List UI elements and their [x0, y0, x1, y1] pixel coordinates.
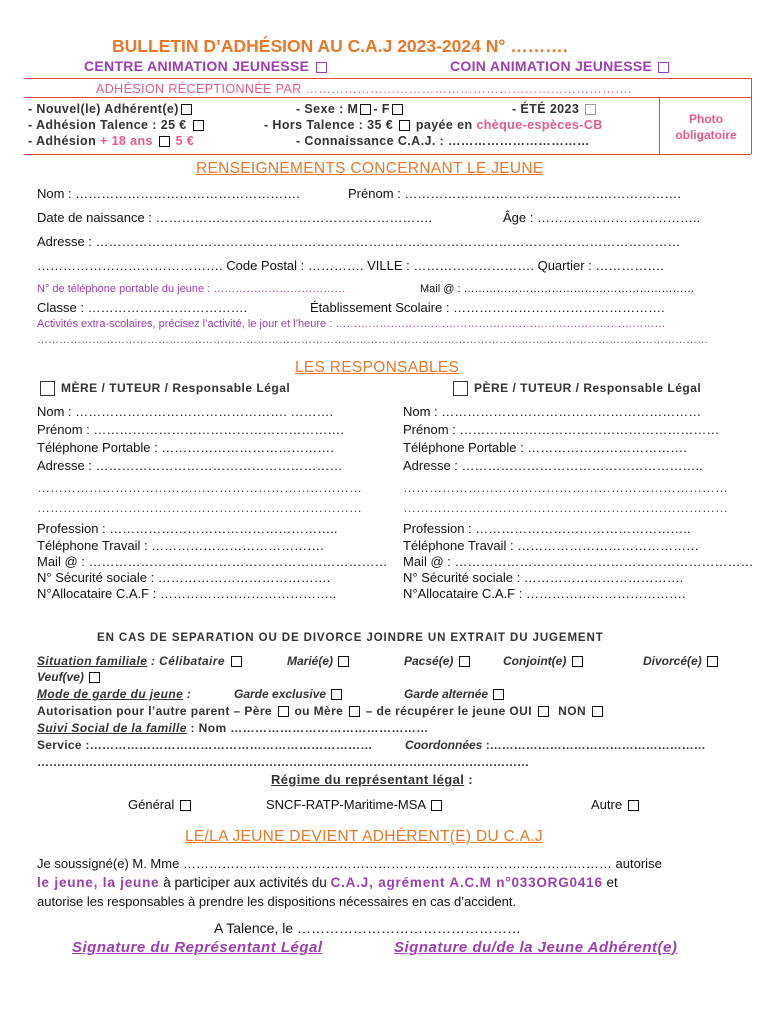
coordonnees-field[interactable]: Coordonnées :………………………………………………	[405, 738, 706, 752]
pere-adresse-l2[interactable]: …………………………………………………………………	[403, 500, 728, 515]
regime-title: Régime du représentant légal :	[271, 772, 474, 787]
jeune-nom[interactable]: Nom : …………………………………………….	[37, 186, 300, 201]
pere-telephone[interactable]: Téléphone Portable : ……………………………….	[403, 440, 687, 455]
celibataire-checkbox[interactable]	[231, 656, 242, 667]
photo-placeholder: Photo obligatoire	[675, 112, 737, 142]
nouvel-checkbox[interactable]	[181, 104, 192, 115]
pacse-option[interactable]: Pacsé(e)	[404, 654, 472, 668]
soussigne-line[interactable]: Je soussigné(e) M. Mme ……………………………………………………………………………………… autorise	[37, 856, 662, 871]
mere-secu[interactable]: N° Sécurité sociale : ………………………………….	[37, 570, 331, 585]
pere-tel-travail[interactable]: Téléphone Travail : ……………………………………	[403, 538, 700, 553]
oui-checkbox[interactable]	[538, 706, 549, 717]
centre-checkbox[interactable]	[316, 62, 327, 73]
sexe-m-checkbox[interactable]	[360, 104, 371, 115]
mere-adresse[interactable]: Adresse : …………………………………………………	[37, 458, 343, 473]
jeune-prenom[interactable]: Prénom : ……………………………………………………….	[348, 186, 681, 201]
pere-secu[interactable]: N° Sécurité sociale : ……………………………….	[403, 570, 684, 585]
jeune-classe[interactable]: Classe : ……………………………….	[37, 300, 248, 315]
mere-checkbox[interactable]	[40, 381, 55, 396]
pere-checkbox[interactable]	[453, 381, 468, 396]
mere-autorise-checkbox[interactable]	[349, 706, 360, 717]
pere-prenom[interactable]: Prénom : ……………………………………………………	[403, 422, 720, 437]
veuf-checkbox[interactable]	[89, 672, 100, 683]
marie-checkbox[interactable]	[338, 656, 349, 667]
regime-general[interactable]: Général	[128, 797, 193, 812]
veuf-option[interactable]: Veuf(ve)	[37, 670, 102, 684]
jeune-age[interactable]: Âge : ………………………………..	[503, 210, 701, 225]
jeune-activites-ligne2[interactable]: …………………………………………………………………………………………………………………………………………………………………	[37, 334, 708, 346]
mere-nom[interactable]: Nom : …………………………………………. ……….	[37, 404, 334, 419]
pere-adresse-l1[interactable]: …………………………………………………………………	[403, 480, 728, 495]
divorce-checkbox[interactable]	[707, 656, 718, 667]
signature-jeune[interactable]: Signature du/de la Jeune Adhérent(e)	[394, 939, 678, 956]
sncf-checkbox[interactable]	[431, 800, 442, 811]
pere-title[interactable]: PÈRE / TUTEUR / Responsable Légal	[453, 381, 701, 396]
jeune-activites[interactable]: Activités extra-scolaires, précisez l’activité, le jour et l’heure : ………………………………………………………………………………	[37, 318, 666, 330]
dispositions-line: autorise les responsables à prendre les dispositions nécessaires en cas d’accident.	[37, 894, 517, 909]
coin-checkbox[interactable]	[658, 62, 669, 73]
general-checkbox[interactable]	[180, 800, 191, 811]
hors-talence[interactable]: - Hors Talence : 35 € payée en chèque-espèces-CB	[264, 118, 603, 132]
pere-adresse[interactable]: Adresse : ………………………………………………..	[403, 458, 703, 473]
ete-checkbox[interactable]	[585, 104, 596, 115]
participer-line: le jeune, la jeune à participer aux activités du C.A.J, agrément A.C.M n°033ORG0416 et	[37, 875, 618, 890]
jeune-adresse[interactable]: Adresse : ………………………………………………………………………………………………………………………	[37, 234, 681, 249]
pere-profession[interactable]: Profession : …………………………………………..	[403, 521, 691, 536]
divorce-option[interactable]: Divorcé(e)	[643, 654, 720, 668]
pere-caf[interactable]: N°Allocataire C.A.F : ……………………………….	[403, 586, 686, 601]
jeune-telephone[interactable]: N° de téléphone portable du jeune : ………………………………	[37, 283, 346, 295]
regime-sncf[interactable]: SNCF-RATP-Maritime-MSA	[266, 797, 444, 812]
conjoint-checkbox[interactable]	[572, 656, 583, 667]
mode-garde: Mode de garde du jeune :	[37, 687, 192, 701]
marie-option[interactable]: Marié(e)	[287, 654, 351, 668]
mere-prenom[interactable]: Prénom : ………………………………………………….	[37, 422, 344, 437]
non-checkbox[interactable]	[592, 706, 603, 717]
photo-box-border	[659, 97, 660, 154]
jeune-adresse-ligne2[interactable]: ……………………………………. Code Postal : …………. VILLE : ………………………. Quartier : …………….	[37, 258, 664, 273]
hors-talence-checkbox[interactable]	[399, 120, 410, 131]
section-adherent-title: LE/LA JEUNE DEVIENT ADHÉRENT(E) DU C.A.J	[185, 828, 543, 845]
section-jeune-title: RENSEIGNEMENTS CONCERNANT LE JEUNE	[196, 160, 544, 177]
adhesion-18-checkbox[interactable]	[159, 136, 170, 147]
sexe-field[interactable]: - Sexe : M - F	[296, 102, 405, 116]
form-title: BULLETIN D’ADHÉSION AU C.A.J 2023-2024 N° ……….	[112, 36, 568, 56]
header-divider-2	[24, 97, 751, 98]
separation-title: EN CAS DE SEPARATION OU DE DIVORCE JOINDRE UN EXTRAIT DU JUGEMENT	[97, 632, 604, 644]
talence-date[interactable]: A Talence, le …………………………………………	[214, 920, 522, 936]
connaissance-field[interactable]: - Connaissance C.A.J. : ……………………………	[296, 134, 590, 148]
coordonnees-line[interactable]: ……………………………………………………………………………………………………………	[37, 755, 529, 769]
talence-checkbox[interactable]	[193, 120, 204, 131]
right-border	[751, 78, 752, 154]
jeune-etablissement[interactable]: Établissement Scolaire : ………………………………………….	[310, 300, 665, 315]
conjoint-option[interactable]: Conjoint(e)	[503, 654, 585, 668]
adhesion-talence[interactable]: - Adhésion Talence : 25 €	[28, 118, 206, 132]
reception-line[interactable]: ADHÉSION RÉCEPTIONNÉE PAR ………………………………………………………………….	[96, 82, 632, 96]
garde-alternee-checkbox[interactable]	[493, 689, 504, 700]
mere-mail[interactable]: Mail @ : ……………………………………………………………	[37, 554, 388, 569]
jeune-mail[interactable]: Mail @ : ………………………………………………………	[420, 283, 695, 295]
mere-title[interactable]: MÈRE / TUTEUR / Responsable Légal	[40, 381, 290, 396]
centre-animation-label[interactable]: CENTRE ANIMATION JEUNESSE	[84, 58, 329, 74]
header-divider-3	[24, 154, 751, 155]
pere-nom[interactable]: Nom : ……………………………………………………	[403, 404, 702, 419]
pere-autorise-checkbox[interactable]	[278, 706, 289, 717]
signature-representant[interactable]: Signature du Représentant Légal	[72, 939, 323, 956]
mere-caf[interactable]: N°Allocataire C.A.F : …………………………………..	[37, 586, 337, 601]
ete-field[interactable]: - ÉTÉ 2023	[512, 102, 598, 116]
situation-familiale[interactable]: Situation familiale : Célibataire	[37, 654, 244, 668]
garde-exclusive-checkbox[interactable]	[331, 689, 342, 700]
header-divider	[24, 78, 751, 79]
mere-adresse-l1[interactable]: …………………………………………………………………	[37, 480, 362, 495]
regime-autre[interactable]: Autre	[591, 797, 641, 812]
sexe-f-checkbox[interactable]	[392, 104, 403, 115]
autre-checkbox[interactable]	[628, 800, 639, 811]
mere-telephone[interactable]: Téléphone Portable : ………………………………….	[37, 440, 334, 455]
nouvel-adherent[interactable]: - Nouvel(le) Adhérent(e)	[28, 102, 194, 116]
autorisation-line[interactable]: Autorisation pour l’autre parent – Père ou Mère – de récupérer le jeune OUI NON	[37, 704, 605, 718]
pacse-checkbox[interactable]	[459, 656, 470, 667]
garde-alternee[interactable]: Garde alternée	[404, 687, 506, 701]
mere-adresse-l2[interactable]: …………………………………………………………………	[37, 500, 362, 515]
jeune-naissance[interactable]: Date de naissance : ……………………………………………………….	[37, 210, 433, 225]
suivi-social[interactable]: Suivi Social de la famille : Nom …………………………………………	[37, 721, 429, 735]
garde-exclusive[interactable]: Garde exclusive	[234, 687, 344, 701]
section-responsables-title: LES RESPONSABLES	[295, 359, 460, 376]
pere-mail[interactable]: Mail @ : ……………………………………………………………	[403, 554, 754, 569]
coin-animation-label[interactable]: COIN ANIMATION JEUNESSE	[450, 58, 671, 74]
mere-profession[interactable]: Profession : ……………………………………………..	[37, 521, 338, 536]
mere-tel-travail[interactable]: Téléphone Travail : ………………………………….	[37, 538, 324, 553]
adhesion-18[interactable]: - Adhésion + 18 ans 5 €	[28, 134, 195, 148]
service-field[interactable]: Service :……………………………………………………………	[37, 738, 373, 752]
